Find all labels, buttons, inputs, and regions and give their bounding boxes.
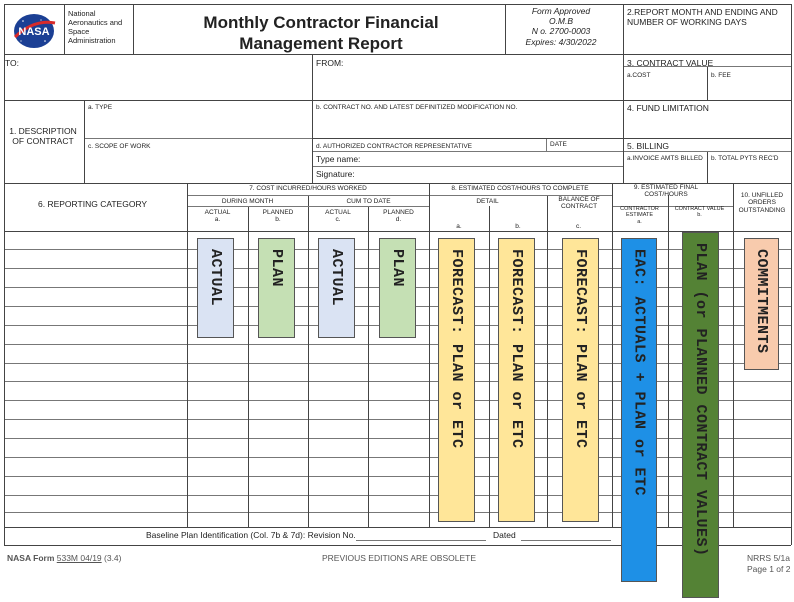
annotation-commitments-10 xyxy=(744,238,779,370)
col-7b-header xyxy=(248,209,308,224)
grid-line xyxy=(308,195,309,527)
annotation-plan-7d xyxy=(379,238,416,338)
omb-label: O.M.B xyxy=(548,16,574,27)
nasa-logo-icon xyxy=(9,11,59,51)
grid-line xyxy=(489,206,490,527)
grid-line xyxy=(668,195,669,527)
detail-header: DETAIL xyxy=(476,198,499,205)
grid-line xyxy=(612,183,613,527)
grid-line xyxy=(707,151,708,183)
grid-line xyxy=(4,495,791,496)
grid-line xyxy=(4,438,791,439)
col-9b-letter: b. xyxy=(697,212,702,219)
annotation-plan-9b-text: PLAN (or PLANNED CONTRACT VALUES) xyxy=(692,243,709,557)
grid-line xyxy=(64,4,65,54)
from-label: FROM: xyxy=(316,58,344,68)
logo-text: NASA xyxy=(18,26,50,38)
grid-line xyxy=(429,183,430,527)
grid-line xyxy=(312,166,623,167)
dated-field[interactable] xyxy=(521,540,611,541)
grid-line xyxy=(84,138,312,139)
form-approved xyxy=(506,6,616,47)
grid-line xyxy=(4,545,791,546)
annotation-plan-7d-text: PLAN xyxy=(389,249,406,288)
col-8a-header: a. xyxy=(456,223,462,230)
grid-line xyxy=(4,419,791,420)
grid-line xyxy=(4,381,791,382)
grid-line xyxy=(546,138,547,151)
grid-line xyxy=(84,100,85,183)
annotation-forecast-8b-text: FORECAST: PLAN or ETC xyxy=(508,249,525,449)
balance-header: BALANCE OF CONTRACT xyxy=(558,196,600,211)
grid-line xyxy=(187,195,429,196)
annotation-plan-7b-text: PLAN xyxy=(268,249,285,288)
expires-date: Expires: 4/30/2022 xyxy=(525,36,597,47)
revision-field[interactable] xyxy=(356,540,486,541)
form-approved-label: Form Approved xyxy=(531,6,591,16)
annotation-actual-7c xyxy=(318,238,355,338)
grid-line xyxy=(4,457,791,458)
form-id-suffix: (3.4) xyxy=(101,553,122,563)
grid-line xyxy=(623,54,624,183)
col-7d-header xyxy=(368,209,429,224)
grid-line xyxy=(187,183,188,527)
grid-line xyxy=(547,195,548,527)
cum-to-date-header: CUM TO DATE xyxy=(346,198,391,205)
contract-no-label: b. CONTRACT NO. AND LATEST DEFINITIZED MODIFICATION NO. xyxy=(316,104,518,111)
col-9b-label: CONTRACT VALUE xyxy=(674,206,725,212)
grid-line xyxy=(312,54,313,183)
grid-line xyxy=(312,138,791,139)
col-7a-label: ACTUAL xyxy=(204,209,231,216)
dated-label: Dated xyxy=(493,530,516,540)
col-7d-letter: d. xyxy=(395,216,402,224)
col-9a-label: CONTRACTOR ESTIMATE xyxy=(620,206,659,219)
grid-line xyxy=(4,344,791,345)
fund-limitation-label: 4. FUND LIMITATION xyxy=(627,103,709,113)
col-7c-letter: c. xyxy=(335,216,341,224)
reporting-category-header: 6. REPORTING CATEGORY xyxy=(38,199,148,209)
annotation-forecast-8c xyxy=(562,238,599,522)
estimated-cost-header: 8. ESTIMATED COST/HOURS TO COMPLETE xyxy=(451,185,589,192)
grid-line xyxy=(368,206,369,527)
grid-line xyxy=(4,4,5,545)
obsolete-note: PREVIOUS EDITIONS ARE OBSOLETE xyxy=(322,553,476,563)
form-id xyxy=(7,553,122,563)
type-label: a. TYPE xyxy=(88,104,113,111)
col-7b-label: PLANNED xyxy=(262,209,294,216)
annotation-plan-7b xyxy=(258,238,295,338)
contract-value-label: 3. CONTRACT VALUE xyxy=(627,58,714,68)
annotation-actual-7a-text: ACTUAL xyxy=(207,249,224,307)
grid-line xyxy=(707,66,708,100)
nrrs-label: NRRS 5/1a xyxy=(747,553,790,563)
annotation-forecast-8a xyxy=(438,238,475,522)
during-month-header: DURING MONTH xyxy=(221,198,274,205)
grid-line xyxy=(4,54,791,55)
annotation-commitments-10-text: COMMITMENTS xyxy=(753,249,770,354)
cost-incurred-header: 7. COST INCURRED/HOURS WORKED xyxy=(249,185,367,192)
annotation-forecast-8a-text: FORECAST: PLAN or ETC xyxy=(448,249,465,449)
cost-label: a.COST xyxy=(627,72,651,79)
grid-line xyxy=(4,512,791,513)
annotation-actual-7c-text: ACTUAL xyxy=(328,249,345,307)
estimated-final-header: 9. ESTIMATED FINAL COST/HOURS xyxy=(633,184,699,199)
col-9a-header xyxy=(612,206,667,225)
signature-field[interactable]: Signature: xyxy=(316,169,355,179)
col-7c-label: ACTUAL xyxy=(325,209,351,216)
col-8c-header: c. xyxy=(575,223,582,230)
grid-line xyxy=(4,363,791,364)
col-7c-header xyxy=(308,209,368,224)
col-9a-letter: a. xyxy=(637,218,642,225)
invoice-label: a.INVOICE AMTS BILLED xyxy=(627,155,703,162)
report-month-label: 2.REPORT MONTH AND ENDING AND NUMBER OF WORKING DAYS xyxy=(627,7,778,28)
fee-label: b. FEE xyxy=(711,72,731,79)
to-label: TO: xyxy=(5,58,20,68)
date-label: DATE xyxy=(550,141,567,148)
billing-label: 5. BILLING xyxy=(627,141,670,151)
grid-line xyxy=(623,4,624,54)
grid-line xyxy=(4,527,791,528)
grid-line xyxy=(187,206,429,207)
auth-rep-label: d. AUTHORIZED CONTRACTOR REPRESENTATIVE xyxy=(316,143,473,150)
scope-label: c. SCOPE OF WORK xyxy=(88,143,151,150)
annotation-forecast-8c-text: FORECAST: PLAN or ETC xyxy=(572,249,589,449)
grid-line xyxy=(791,4,792,545)
annotation-forecast-8b xyxy=(498,238,535,522)
annotation-actual-7a xyxy=(197,238,234,338)
unfilled-orders-header: 10. UNFILLED ORDERS OUTSTANDING xyxy=(738,192,786,214)
baseline-label: Baseline Plan Identification (Col. 7b & 7d): Revision No. xyxy=(146,530,356,540)
annotation-eac-9a xyxy=(621,238,657,582)
col-7a-header xyxy=(187,209,248,224)
col-7d-label: PLANNED xyxy=(383,209,414,216)
total-pyts-label: b. TOTAL PYTS REC'D xyxy=(711,155,779,162)
grid-line xyxy=(733,183,734,527)
page-number: Page 1 of 2 xyxy=(747,564,791,574)
grid-line xyxy=(4,231,791,232)
form-id-prefix: NASA Form xyxy=(7,553,57,563)
grid-line xyxy=(4,4,791,5)
col-7a-letter: a. xyxy=(214,216,221,224)
agency-name: National Aeronautics and Space Administration xyxy=(68,9,123,45)
description-label: 1. DESCRIPTION OF CONTRACT xyxy=(9,126,77,147)
grid-line xyxy=(248,206,249,527)
grid-line xyxy=(312,151,623,152)
type-name-field[interactable]: Type name: xyxy=(316,154,361,164)
col-9b-header xyxy=(668,206,731,219)
annotation-plan-9b xyxy=(682,232,719,598)
form-id-link[interactable]: 533M 04/19 xyxy=(56,553,102,563)
annotation-eac-9a-text: EAC: ACTUALS + PLAN or ETC xyxy=(630,249,648,497)
grid-line xyxy=(4,476,791,477)
omb-number: N o. 2700-0003 xyxy=(531,26,591,37)
col-8b-header: b. xyxy=(515,223,521,230)
col-7b-letter: b. xyxy=(275,216,281,224)
grid-line xyxy=(4,100,791,101)
grid-line xyxy=(4,400,791,401)
page-title: Monthly Contractor Financial Management Report xyxy=(203,13,439,53)
